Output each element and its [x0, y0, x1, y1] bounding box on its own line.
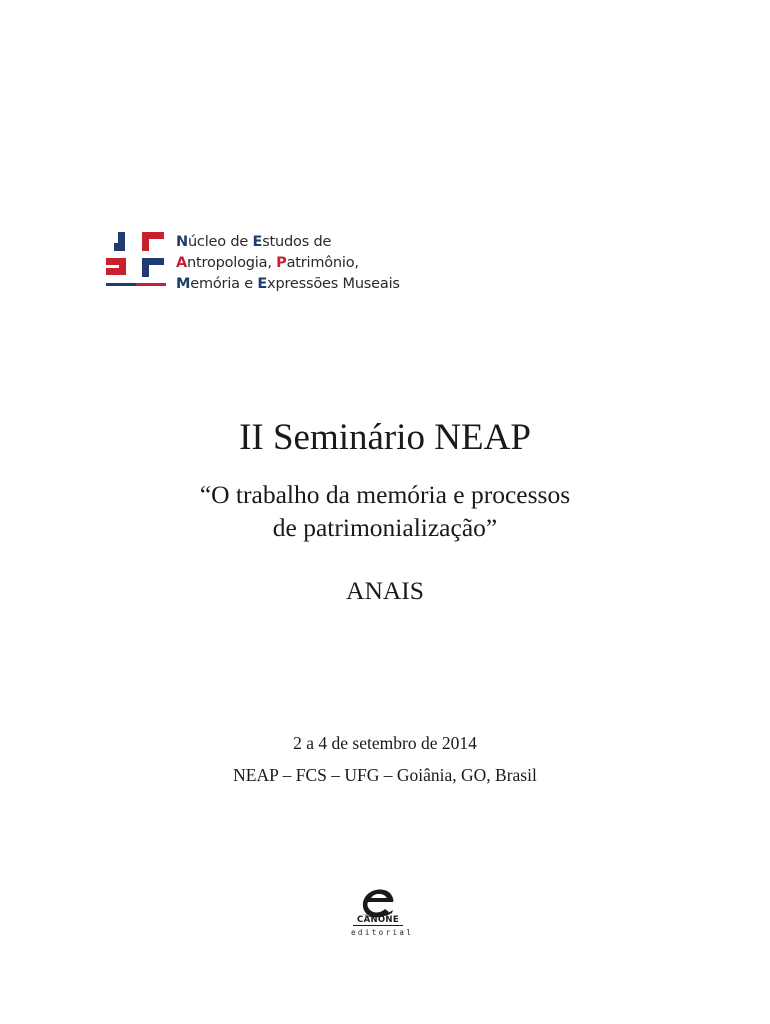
event-dates: 2 a 4 de setembro de 2014	[293, 733, 477, 753]
publisher-e-icon	[359, 888, 397, 918]
logo-line-3: Memória e Expressões Museais	[176, 276, 400, 292]
neap-logo-mark-icon	[104, 228, 168, 292]
neap-logo	[104, 228, 414, 292]
anais-heading: ANAIS	[346, 576, 424, 605]
publisher-name: CÂNONE	[353, 915, 403, 926]
subtitle-line-1: “O trabalho da memória e processos	[199, 480, 571, 509]
logo-line-1: Núcleo de Estudos de	[176, 234, 332, 250]
logo-line-2: Antropologia, Patrimônio,	[176, 255, 359, 271]
publisher-subtitle: editorial	[351, 928, 414, 937]
event-location: NEAP – FCS – UFG – Goiânia, GO, Brasil	[233, 765, 537, 785]
subtitle	[0, 478, 770, 544]
neap-logo-text	[176, 232, 400, 295]
subtitle-line-2: de patrimonialização”	[272, 513, 498, 542]
publisher-logo	[345, 888, 435, 938]
page-title: II Seminário NEAP	[239, 417, 531, 458]
